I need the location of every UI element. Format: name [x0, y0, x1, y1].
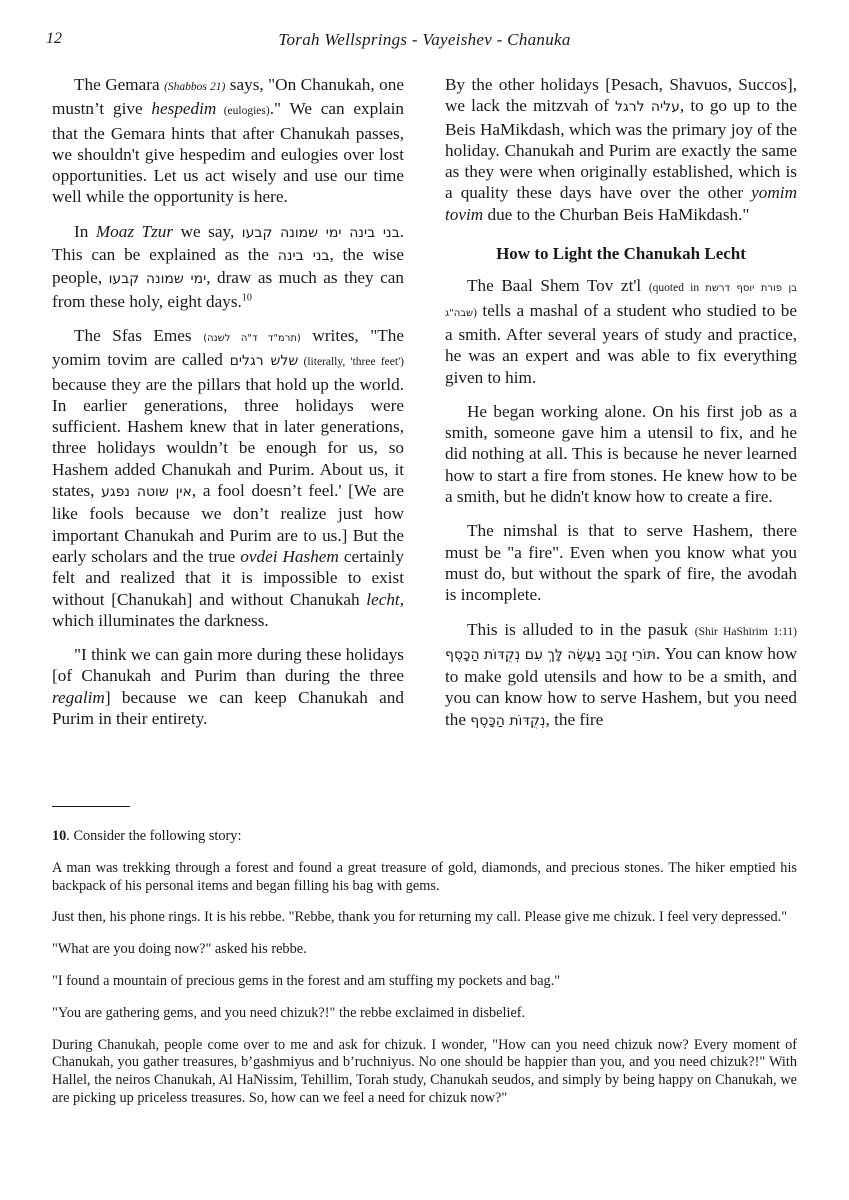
paragraph-pasuk: This is alluded to in the pasuk (Shir HaShirim 1:11) תּוֹרֵי זָהָב נַעֲשֶׂה לָּךְ עִם נְקֻדּוֹת הַכָּסֶף. You can know how to make gold utensils and how to be a smith, and you can know how to serve Hashem, but you need the נְקֻדּוֹת הַכָּסֶף, the fire — [445, 619, 797, 729]
hebrew-quote: בני בינה ימי שמונה קבעו — [241, 224, 400, 241]
footnote-intro: 10. Consider the following story: — [52, 828, 242, 844]
hebrew-quote: עליה לרגל — [615, 99, 680, 116]
paragraph-baal-shem-tov: The Baal Shem Tov zt'l (quoted in בן פורת יוסף דרשת שבה"ג) tells a mashal of a student who studied to be a smith. After several years of study and practice, he was an expert and was able to fix everything given to him. — [445, 276, 797, 387]
right-column — [445, 74, 797, 745]
footnote-paragraph: During Chanukah, people come over to me and ask for chizuk. I wonder, "How can you need chizuk now? Every moment of Chanukah, you gather treasures, b’gashmiyus and b’ruchniyus. No one should be happier than you, and you need chizuk?!" With Hallel, the neiros Chanukah, Al HaNissim, Tehillim, Torah study, Chanukah seudos, and simply by being happy on Chanukah, we are picking up priceless treasures. So, how can we feel a need for chizuk now?" — [52, 1036, 797, 1106]
page-number: 12 — [46, 30, 62, 47]
hebrew-quote: נְקֻדּוֹת הַכָּסֶף — [470, 712, 546, 729]
footnotes — [52, 828, 797, 1122]
page-header — [46, 30, 803, 54]
paragraph-smith: He began working alone. On his first job as a smith, someone gave him a utensil to fix, and he did nothing at all. This is because he never learned how to start a fire from stones. He knew how to be a smith, but he didn't know how to create a fire. — [445, 401, 797, 507]
paragraph-moaz-tzur: In Moaz Tzur we say, בני בינה ימי שמונה קבעו. This can be explained as the בני בינה, the wise people, ימי שמונה קבעו, draw as much as they can from these holy, eight days.$^{10}$ — [52, 221, 404, 311]
hebrew-quote: שלש רגלים — [229, 353, 299, 370]
paragraph-gemara: The Gemara (Shabbos 21) says, "On Chanukah, one mustn’t give hespedim (eulogies)." We can explain that the Gemara hints that after Chanukah passes, we shouldn't give hespedim and eulogies over lost opportunities. Let us act wisely and use our time well while the opportunity is here. — [52, 75, 404, 207]
footnote-paragraph: "What are you doing now?" asked his rebbe. — [52, 941, 307, 958]
paragraph-sfas-emes: The Sfas Emes (תרמ"ד ד"ה לשנה) writes, "The yomim tovim are called שלש רגלים (literally, 'three feet') because they are the pillars that hold up the world. In earlier generations, three holidays were sufficient. Hashem knew that in later generations, three holidays wouldn’t be enough for us, so Hashem added Chanukah and Purim. About us, it states, אין שוטה נפגע, a fool doesn’t feel.' [We are like fools because we don’t realize just how important Chanukah and Purim are to us.] But the early scholars and the true ovdei Hashem certainly felt and realized that it is impossible to exist without [Chanukah] and without Chanukah lecht, which illuminates the darkness. — [52, 325, 405, 630]
section-heading: How to Light the Chanukah Lecht — [496, 244, 746, 264]
hebrew-quote: תּוֹרֵי זָהָב נַעֲשֶׂה לָּךְ עִם נְקֻדּוֹת הַכָּסֶף — [445, 646, 656, 663]
hebrew-quote: ימי שמונה קבעו — [108, 271, 207, 288]
paragraph-holidays: By the other holidays [Pesach, Shavuos, Succos], we lack the mitzvah of עליה לרגל, to go up to the Beis HaMikdash, which was the primary joy of the holiday. Chanukah and Purim are exactly the same as they were when originally established, which is a quality these days have over the other yomim tovim due to the Churban Beis HaMikdash." — [445, 75, 797, 224]
running-title: Torah Wellsprings - Vayeishev - Chanuka — [278, 30, 571, 49]
hebrew-quote: בני בינה — [277, 248, 330, 265]
footnote-paragraph: "You are gathering gems, and you need chizuk?!" the rebbe exclaimed in disbelief. — [52, 1004, 526, 1021]
hebrew-quote: אין שוטה נפגע — [101, 484, 192, 501]
footnote-paragraph: A man was trekking through a forest and found a great treasure of gold, diamonds, and precious stones. The hiker emptied his backpack of his personal items and began filling his bag with gems. — [52, 859, 797, 894]
left-column — [52, 74, 404, 742]
footnote-number: 10 — [52, 828, 67, 844]
footnote-ref[interactable]: 10 — [241, 291, 252, 303]
footnote-paragraph: "I found a mountain of precious gems in the forest and am stuffing my pockets and bag." — [52, 972, 561, 989]
footnote-divider — [52, 806, 130, 807]
paragraph-regalim: "I think we can gain more during these holidays [of Chanukah and Purim than during the three regalim] because we can keep Chanukah and Purim in their entirety. — [52, 645, 404, 729]
paragraph-nimshal: The nimshal is that to serve Hashem, there must be "a fire". Even when you know what you must do, but without the spark of fire, the avodah is incomplete. — [445, 521, 797, 605]
footnote-paragraph: Just then, his phone rings. It is his rebbe. "Rebbe, thank you for returning my call. Please give me chizuk. I feel very depressed." — [52, 909, 788, 926]
